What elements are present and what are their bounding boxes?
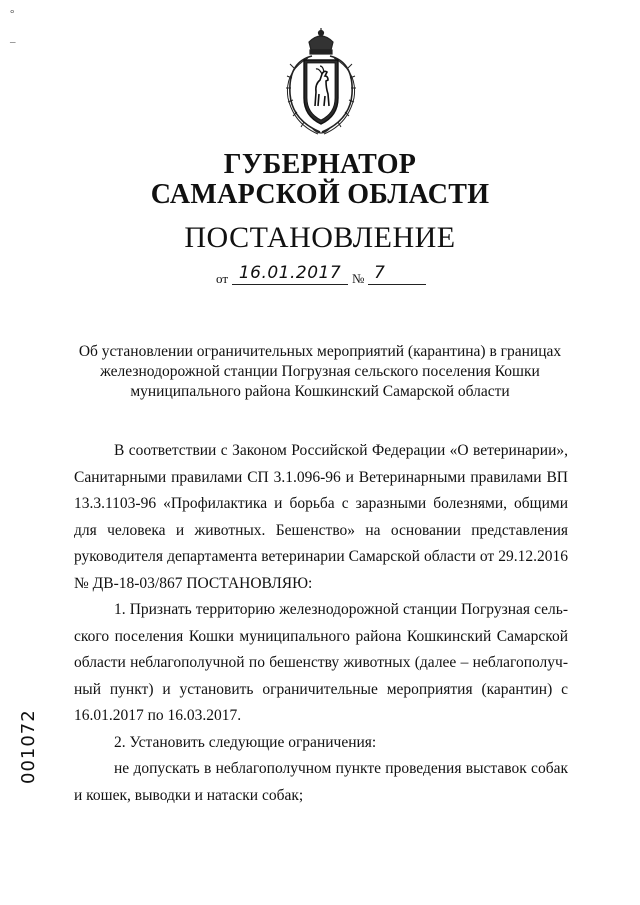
coat-of-arms-icon — [282, 28, 360, 138]
body-paragraph: 1. Признать территорию железнодорожной станции Погрузная сельского поселения Кошки муниципального района Кошкинский Самарской области неблагополучной по бешенству животных (далее – неблагополучный пункт) и установить ограничительные мероприятия (карантин) с 16.01.2017 по 16.03.2017. — [74, 601, 568, 724]
document-subject: Об установлении ограничительных мероприятий (карантина) в границах железнодорожной станции Погрузная сельского поселения Кошки муниципального района Кошкинский Самарской области — [78, 343, 562, 400]
document-date: 16.01.2017 — [232, 262, 348, 285]
date-number-line — [216, 262, 436, 290]
body-paragraph: В соответствии с Законом Российской Федерации «О ветеринарии», Санитарными правилами СП 3.1.096-96 и Ветеринарными правилами ВП 13.3.1103-96 «Профилактика и борьба с заразными болезнями, общими для человека и животных. Бешенство» на основании представления руководителя департамента ветеринарии Самарской области от 29.12.2016 № ДВ-18-03/867 ПОСТАНОВЛЯЮ: — [74, 442, 568, 592]
serial-number: 001072 — [18, 709, 39, 784]
number-prefix: № — [352, 271, 365, 286]
date-prefix: от — [216, 271, 229, 286]
body-paragraph: 2. Установить следующие ограничения: — [114, 733, 377, 751]
document-type: ПОСТАНОВЛЕНИЕ — [184, 221, 456, 254]
margin-mark-top-2: – — [10, 36, 16, 48]
body-paragraph: не допускать в неблагополучном пункте проведения выставок собак и кошек, выводки и натаски собак; — [74, 760, 568, 804]
issuer-title-line-2: САМАРСКОЙ ОБЛАСТИ — [150, 179, 490, 210]
margin-mark-top: ° — [10, 8, 15, 20]
issuer-title-line-1: ГУБЕРНАТОР — [223, 149, 417, 180]
document-number: 7 — [368, 262, 426, 285]
document-body — [74, 438, 568, 809]
